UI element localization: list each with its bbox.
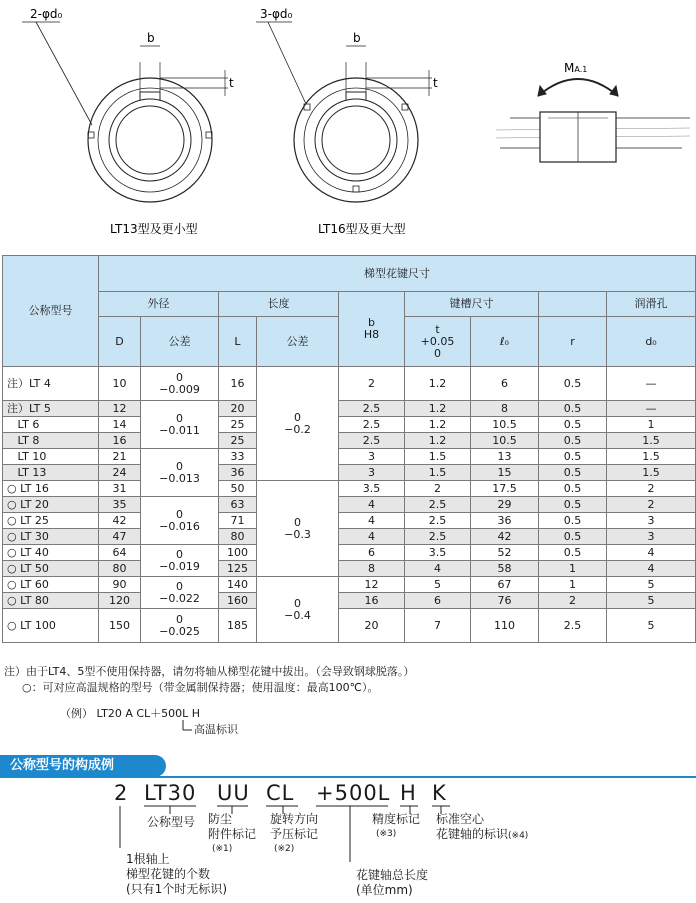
table-row: ○ LT 60 90 0 −0.022 140 0 −0.4 12 5 67 1 5 xyxy=(3,577,696,593)
moment-label: MA.1 xyxy=(564,61,588,75)
header-blank xyxy=(539,292,607,317)
lt13-end-view xyxy=(22,22,228,202)
table-row: ○ LT 30 47 80 4 2.5 42 0.5 3 xyxy=(3,529,696,545)
table-row: LT 10 21 0 −0.013 33 3 1.5 13 0.5 1.5 xyxy=(3,449,696,465)
table-row: ○ LT 20 35 0 −0.016 63 4 2.5 29 0.5 2 xyxy=(3,497,696,513)
label-hollow: 标准空心 花键轴的标识(※4) xyxy=(436,812,529,841)
table-row: ○ LT 16 31 50 0 −0.3 3.5 2 17.5 0.5 2 xyxy=(3,481,696,497)
table-row: 注）LT 4 10 0 −0.009 16 0 −0.2 2 1.2 6 0.5 — xyxy=(3,367,696,401)
part-rotation: CL xyxy=(266,781,295,805)
table-row: ○ LT 25 42 71 4 2.5 36 0.5 3 xyxy=(3,513,696,529)
header-len-tol: 公差 xyxy=(257,317,339,367)
table-row: LT 8 16 25 2.5 1.2 10.5 0.5 1.5 xyxy=(3,433,696,449)
table-row: LT 6 14 25 2.5 1.2 10.5 0.5 1 xyxy=(3,417,696,433)
header-t: t +0.05 0 xyxy=(405,317,471,367)
table-row: LT 13 24 36 3 1.5 15 0.5 1.5 xyxy=(3,465,696,481)
part-hollow: K xyxy=(432,781,447,805)
lt13-t: t xyxy=(229,76,234,90)
len-tol: 0 −0.3 xyxy=(257,481,339,577)
table-row: ○ LT 40 64 0 −0.019 100 6 3.5 52 0.5 4 xyxy=(3,545,696,561)
label-model: 公称型号 xyxy=(147,815,196,829)
table-row: 注）LT 5 12 0 −0.011 20 2.5 1.2 8 0.5 — xyxy=(3,401,696,417)
lt16-callout: 3-φd₀ xyxy=(260,7,293,21)
note-2: ○：可对应高温规格的型号（带金属制保持器；使用温度：最高100℃）。 xyxy=(22,681,379,694)
example-pointer xyxy=(0,700,300,740)
od-tol: 0 −0.019 xyxy=(141,545,219,577)
od-tol: 0 −0.022 xyxy=(141,577,219,609)
lt16-t: t xyxy=(433,76,438,90)
notes xyxy=(4,664,414,696)
od-tol: 0 −0.013 xyxy=(141,449,219,497)
lt16-b: b xyxy=(353,31,361,45)
header-model: 公称型号 xyxy=(3,256,99,367)
drawings xyxy=(0,0,696,250)
table-row: ○ LT 80 120 160 16 6 76 2 5 xyxy=(3,593,696,609)
len-tol: 0 −0.4 xyxy=(257,577,339,643)
header-D: D xyxy=(99,317,141,367)
example-line: （例） LT20 A CL＋500L H xyxy=(60,707,201,720)
label-length: 花键轴总长度 (单位mm) xyxy=(356,868,429,897)
moment-side-view xyxy=(496,79,690,162)
lt13-b: b xyxy=(147,31,155,45)
header-od-tol: 公差 xyxy=(141,317,219,367)
label-dust: 防尘 附件标记 (※1) xyxy=(208,812,257,854)
len-tol: 0 −0.2 xyxy=(257,367,339,481)
od-tol: 0 −0.009 xyxy=(141,367,219,401)
example-label: 高温标识 xyxy=(194,723,238,736)
table-row: ○ LT 50 80 125 8 4 58 1 4 xyxy=(3,561,696,577)
part-model: LT30 xyxy=(144,781,197,805)
table-row: ○ LT 100 150 0 −0.025 185 20 7 110 2.5 5 xyxy=(3,609,696,643)
label-precision: 精度标记 (※3) xyxy=(372,812,421,839)
header-length: 长度 xyxy=(219,292,339,317)
composition-leaders xyxy=(0,800,696,903)
spec-table xyxy=(2,255,696,643)
od-tol: 0 −0.011 xyxy=(141,401,219,449)
lt16-end-view xyxy=(256,22,432,202)
lt16-caption: LT16型及更大型 xyxy=(318,222,406,236)
lt13-caption: LT13型及更小型 xyxy=(110,222,198,236)
header-spline: 梯型花键尺寸 xyxy=(99,256,696,292)
part-precision: H xyxy=(400,781,417,805)
lt13-callout: 2-φd₀ xyxy=(30,7,63,21)
composition-title: 公称型号的构成例 xyxy=(0,755,166,777)
header-r: r xyxy=(539,317,607,367)
header-keyway: 键槽尺寸 xyxy=(405,292,539,317)
header-lube: 润滑孔 xyxy=(607,292,696,317)
label-rotation: 旋转方向 予压标记 (※2) xyxy=(270,812,319,854)
header-b: b H8 xyxy=(339,292,405,367)
od-tol: 0 −0.025 xyxy=(141,609,219,643)
part-dust: UU xyxy=(217,781,250,805)
label-qty: 1根轴上 梯型花键的个数 (只有1个时无标识) xyxy=(126,852,227,896)
od-tol: 0 −0.016 xyxy=(141,497,219,545)
composition-rule xyxy=(0,776,696,778)
header-od: 外径 xyxy=(99,292,219,317)
part-length: +500L xyxy=(316,781,391,805)
header-L: L xyxy=(219,317,257,367)
header-l0: ℓ₀ xyxy=(471,317,539,367)
note-1: 注）由于LT4、5型不使用保持器，请勿将轴从梯型花键中拔出。（会导致钢球脱落。） xyxy=(4,665,415,678)
header-d0: d₀ xyxy=(607,317,696,367)
part-qty: 2 xyxy=(114,781,129,805)
